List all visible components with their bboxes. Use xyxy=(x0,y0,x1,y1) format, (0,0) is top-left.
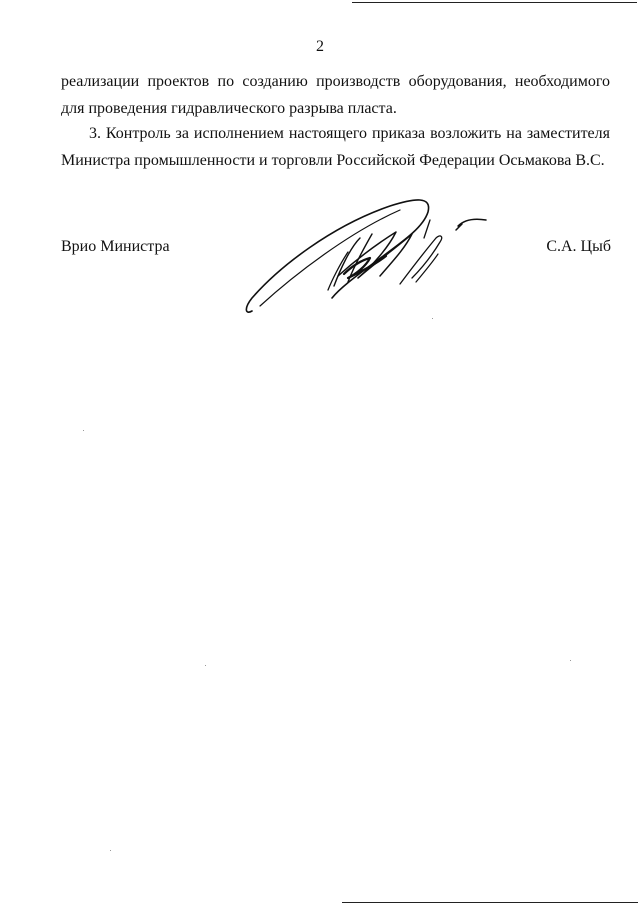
paragraph-2-line-2: Министра промышленности и торговли Российской Федерации Осьмакова В.С. xyxy=(61,152,605,169)
scan-speck xyxy=(83,430,84,431)
scan-speck xyxy=(205,665,206,666)
paragraph-2-line-1: 3. Контроль за исполнением настоящего приказа возложить на заместителя xyxy=(89,125,610,142)
scan-speck xyxy=(110,850,111,851)
paragraph-1 xyxy=(61,68,610,122)
signature-zigzag xyxy=(338,232,412,278)
scan-speck xyxy=(432,318,433,319)
signature-flourish xyxy=(456,219,486,230)
paragraph-1-line-2: для проведения гидравлического разрыва пласта. xyxy=(61,100,397,117)
signature-loop-stroke xyxy=(246,200,428,312)
scan-border-top xyxy=(352,2,637,3)
signatory-name: С.А. Цыб xyxy=(546,238,611,255)
scan-speck xyxy=(570,660,571,661)
paragraph-1-line-1: реализации проектов по созданию производств оборудования, необходимого xyxy=(61,73,610,90)
page-number: 2 xyxy=(316,38,324,55)
paragraph-2 xyxy=(61,120,610,174)
signatory-title: Врио Министра xyxy=(61,238,170,255)
signature-apostrophe xyxy=(424,220,430,238)
signature-inner-stroke xyxy=(260,210,400,306)
handwritten-signature xyxy=(240,190,500,320)
scan-border-bottom xyxy=(342,902,638,903)
